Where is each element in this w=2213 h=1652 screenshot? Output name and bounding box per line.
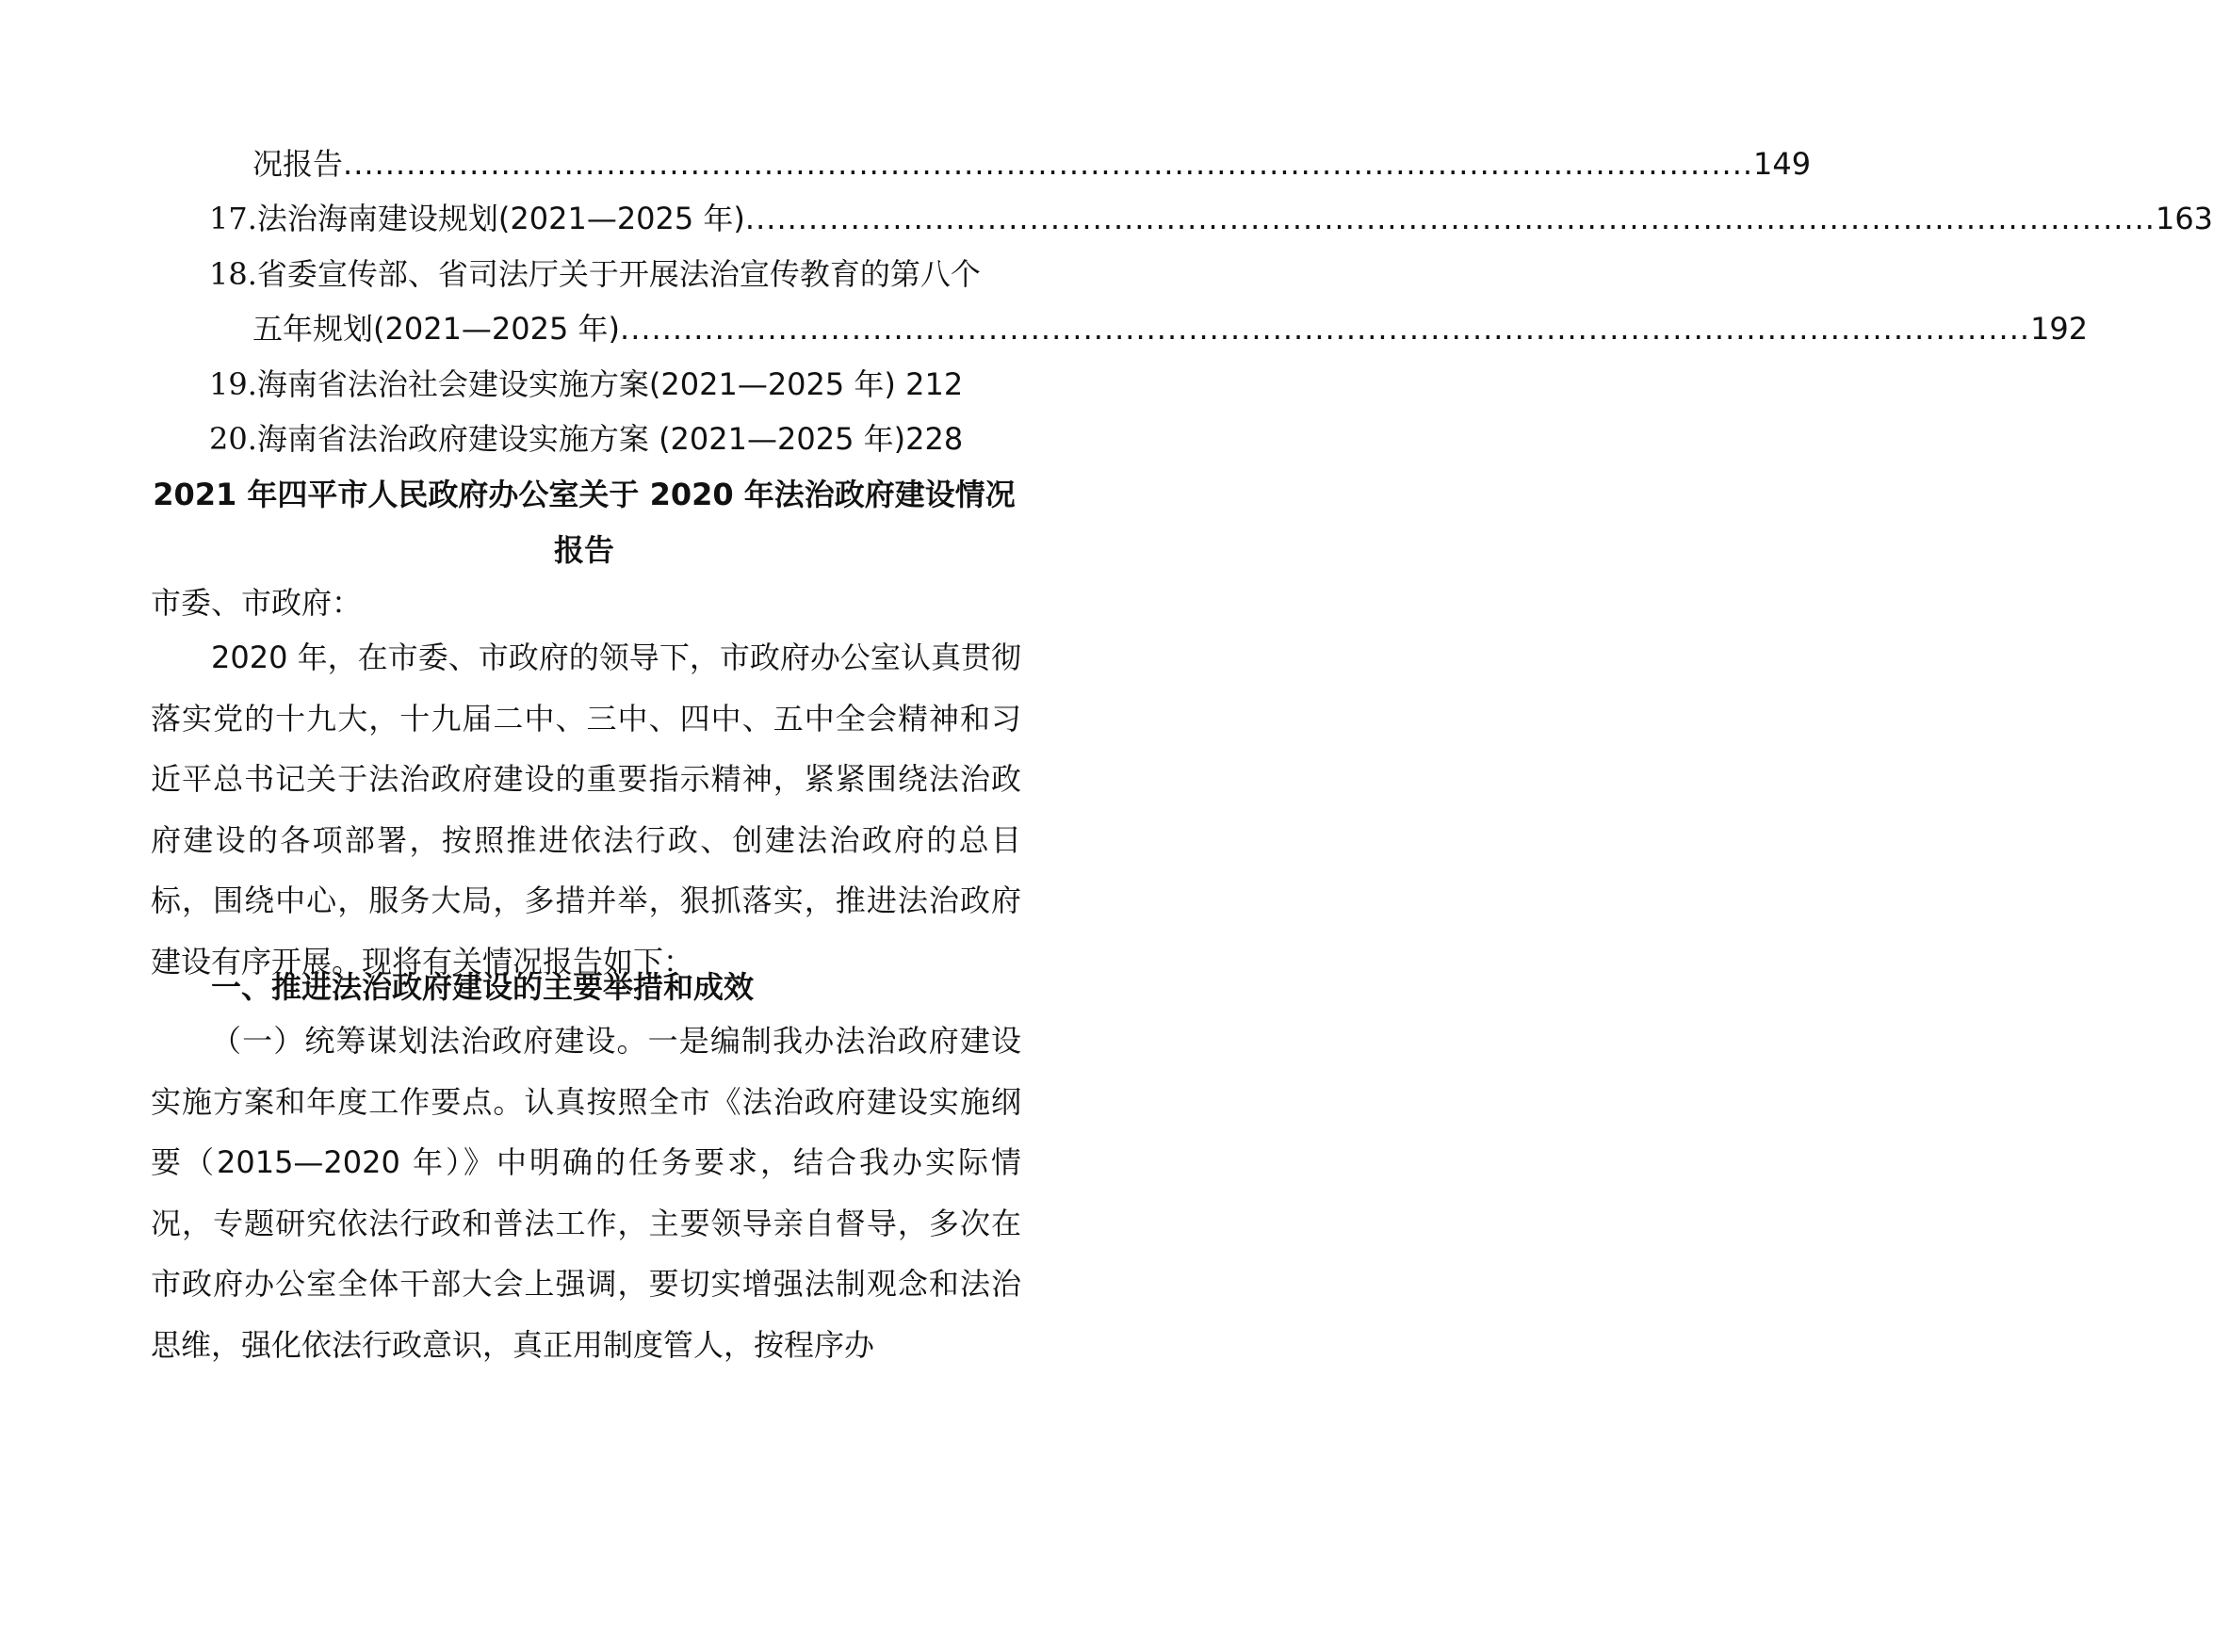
toc-entry-number: 20.	[209, 421, 257, 457]
toc-entry-number: 17.	[209, 201, 257, 236]
toc-entry-text: 省委宣传部、省司法厅关于开展法治宣传教育的第八个	[256, 256, 981, 292]
toc-entry-number: 19.	[209, 366, 257, 402]
toc-entry[interactable]	[252, 141, 1812, 186]
toc-entry[interactable]	[209, 251, 981, 297]
toc-entry[interactable]	[252, 306, 2089, 351]
toc-entry-text: 五年规划(2021—2025 年)	[252, 311, 621, 347]
toc-dot-leader: ......................................................................................................................................	[343, 146, 1754, 182]
document-title-line1: 2021 年四平市人民政府办公室关于 2020 年法治政府建设情况	[153, 477, 1016, 512]
toc-page-number: 149	[1753, 146, 1812, 182]
toc-entry[interactable]	[209, 362, 972, 407]
section-heading: 一、推进法治政府建设的主要举措和成效	[211, 969, 755, 1005]
toc-entry-text: 法治海南建设规划(2021—2025 年)	[256, 201, 745, 236]
intro-paragraph: 2020 年，在市委、市政府的领导下，市政府办公室认真贯彻落实党的十九大，十九届二中、三中、四中、五中全会精神和习近平总书记关于法治政府建设的重要指示精神，紧紧围绕法治政府建设的各项部署，按照推进依法行政、创建法治政府的总目标，围绕中心，服务大局，多措并举，狠抓落实，推进法治政府建设有序开展。现将有关情况报告如下：	[151, 640, 1021, 980]
toc-page-number: 228	[905, 421, 964, 457]
toc-entry-text: 况报告	[252, 146, 344, 182]
toc-entry[interactable]	[209, 416, 972, 462]
toc-page-number: 163	[2155, 201, 2213, 236]
toc-entry-text: 海南省法治社会建设实施方案(2021—2025 年)	[256, 366, 906, 402]
toc-entry-text: 海南省法治政府建设实施方案 (2021—2025 年)	[256, 421, 906, 457]
document-title-line2: 报告	[553, 532, 614, 568]
salutation: 市委、市政府：	[151, 585, 363, 621]
toc-entry[interactable]	[209, 196, 2213, 241]
toc-entry-number: 18.	[209, 256, 257, 292]
toc-dot-leader: ......................................................................................................................................	[620, 311, 2031, 347]
section-paragraph: （一）统筹谋划法治政府建设。一是编制我办法治政府建设实施方案和年度工作要点。认真按照全市《法治政府建设实施纲要（2015—2020 年）》中明确的任务要求，结合我办实际情况，专题研究依法行政和普法工作，主要领导亲自督导，多次在市政府办公室全体干部大会上强调，要切实增强法制观念和法治思维，强化依法行政意识，真正用制度管人，按程序办	[151, 1023, 1021, 1363]
toc-page-number: 212	[905, 366, 964, 402]
toc-page-number: 192	[2030, 311, 2089, 347]
toc-dot-leader: ......................................................................................................................................	[744, 201, 2156, 236]
